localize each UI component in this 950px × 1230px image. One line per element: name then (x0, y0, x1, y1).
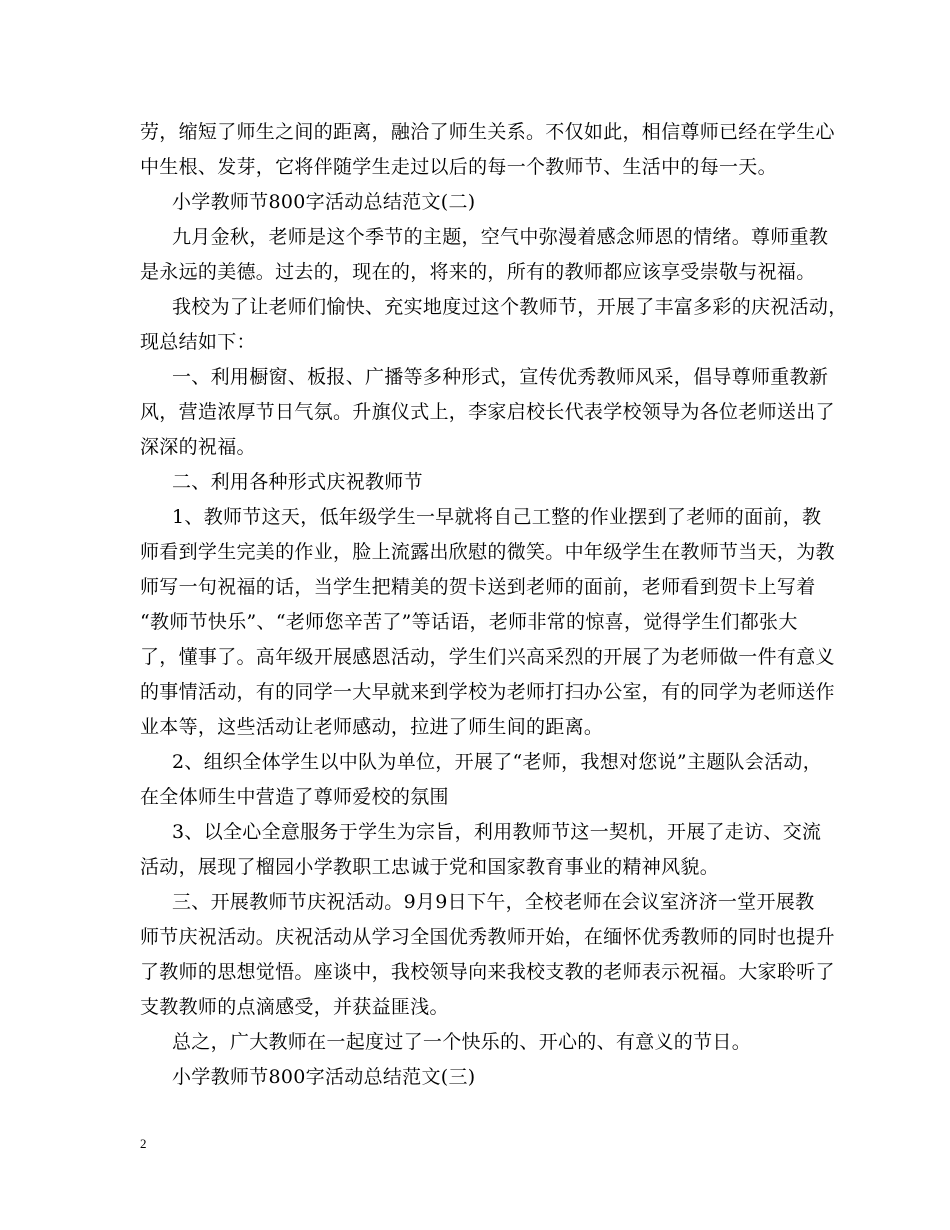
text-line: 总之，广大教师在一起度过了一个快乐的、开心的、有意义的节日。 (172, 1031, 752, 1053)
text-line: 是永远的美德。过去的，现在的，将来的，所有的教师都应该享受崇敬与祝福。 (140, 261, 816, 283)
text-line: 在全体师生中营造了尊师爱校的氛围 (140, 786, 449, 808)
text-line: 一、利用橱窗、板报、广播等多种形式，宣传优秀教师风采，倡导尊师重教新 (172, 366, 829, 388)
text-line: 中生根、发芽，它将伴随学生走过以后的每一个教师节、生活中的每一天。 (140, 156, 777, 178)
text-line: 我校为了让老师们愉快、充实地度过这个教师节，开展了丰富多彩的庆祝活动， (172, 296, 848, 318)
text-line: 了教师的思想觉悟。座谈中，我校领导向来我校支教的老师表示祝福。大家聆听了 (140, 961, 835, 983)
text-line: 业本等，这些活动让老师感动，拉进了师生间的距离。 (140, 716, 604, 738)
text-line: 了，懂事了。高年级开展感恩活动，学生们兴高采烈的开展了为老师做一件有意义 (140, 646, 835, 668)
text-line: 师写一句祝福的话，当学生把精美的贺卡送到老师的面前，老师看到贺卡上写着 (140, 576, 816, 598)
section-heading: 小学教师节800字活动总结范文(三) (172, 1066, 476, 1088)
page-number: 2 (140, 1136, 147, 1151)
section-heading: 小学教师节800字活动总结范文(二) (172, 191, 476, 213)
text-line: 二、利用各种形式庆祝教师节 (172, 471, 423, 493)
text-line: 支教教师的点滴感受，并获益匪浅。 (140, 996, 449, 1018)
text-line: 师看到学生完美的作业，脸上流露出欣慰的微笑。中年级学生在教师节当天，为教 (140, 541, 835, 563)
text-line: 的事情活动，有的同学一大早就来到学校为老师打扫办公室，有的同学为老师送作 (140, 681, 835, 703)
text-line: 三、开展教师节庆祝活动。9月9日下午，全校老师在会议室济济一堂开展教 (172, 891, 815, 913)
text-line: 劳，缩短了师生之间的距离，融洽了师生关系。不仅如此，相信尊师已经在学生心 (140, 121, 835, 143)
text-line: 现总结如下： (140, 331, 256, 353)
text-line: 九月金秋，老师是这个季节的主题，空气中弥漫着感念师恩的情绪。尊师重教 (172, 226, 829, 248)
document-body (140, 115, 848, 1095)
text-line: 1、教师节这天，低年级学生一早就将自己工整的作业摆到了老师的面前，教 (172, 506, 822, 528)
text-line: 师节庆祝活动。庆祝活动从学习全国优秀教师开始，在缅怀优秀教师的同时也提升 (140, 926, 835, 948)
text-line: 3、以全心全意服务于学生为宗旨，利用教师节这一契机，开展了走访、交流 (172, 821, 822, 843)
text-line: 2、组织全体学生以中队为单位，开展了“老师，我想对您说”主题队会活动， (172, 751, 823, 773)
text-line: “教师节快乐”、“老师您辛苦了”等话语，老师非常的惊喜，觉得学生们都张大 (140, 611, 798, 633)
text-line: 活动，展现了榴园小学教职工忠诚于党和国家教育事业的精神风貌。 (140, 856, 720, 878)
text-line: 深深的祝福。 (140, 436, 256, 458)
text-line: 风，营造浓厚节日气氛。升旗仪式上，李家启校长代表学校领导为各位老师送出了 (140, 401, 835, 423)
